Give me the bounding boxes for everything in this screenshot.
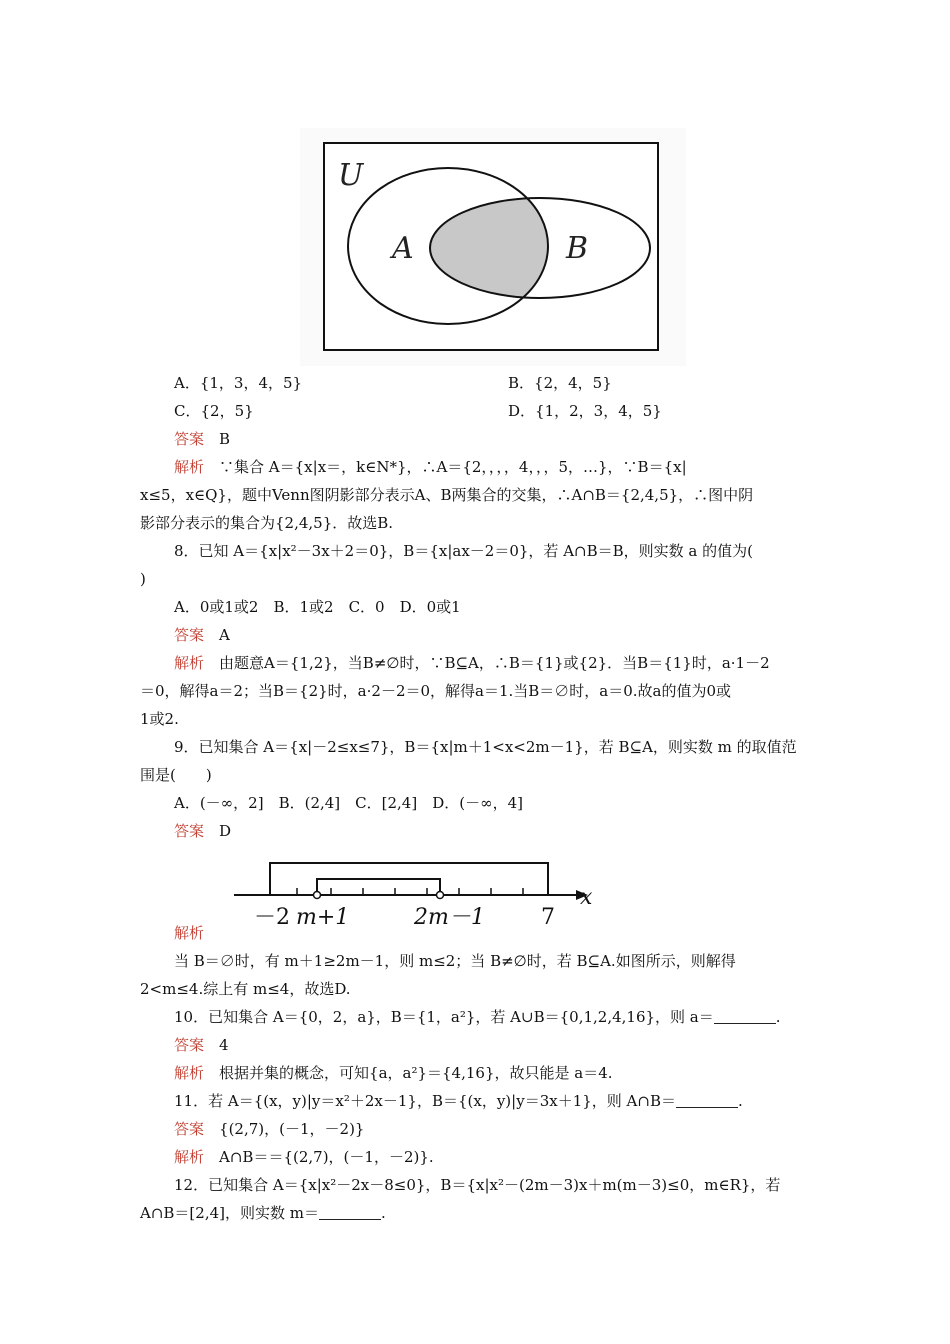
q7-analysis-line-1	[174, 456, 687, 478]
q8-analysis-line-2: ＝0，解得a＝2；当B＝{2}时，a·2－2＝0，解得a＝1.当B＝∅时，a＝0.故a的值为0或	[140, 682, 732, 700]
q10-analysis	[174, 1062, 613, 1084]
answer-label: 答案	[174, 1120, 205, 1138]
label-7: 7	[541, 905, 555, 930]
q9-options: A．(－∞，2] B．(2,4] C．[2,4] D．(－∞，4]	[174, 794, 523, 812]
q9-stem-line-2: 围是( )	[140, 766, 212, 784]
universe-label: U	[338, 158, 364, 193]
analysis-label: 解析	[174, 1148, 205, 1166]
answer-value: D	[219, 822, 232, 840]
q11-answer	[174, 1118, 364, 1140]
q12-stem-end: .	[380, 1204, 386, 1222]
analysis-label: 解析	[174, 654, 205, 672]
q12-stem-text: A∩B＝[2,4]，则实数 m＝	[140, 1204, 319, 1222]
label-minus-2: －2	[254, 905, 290, 930]
q7-option-a: A．{1，3，4，5}	[174, 374, 303, 392]
q9-answer	[174, 820, 231, 842]
q10-stem-end: .	[775, 1008, 781, 1026]
answer-value: 4	[219, 1036, 229, 1054]
q7-answer	[174, 428, 230, 450]
analysis-text: A∩B＝＝{(2,7)，(－1，－2)}.	[219, 1148, 434, 1166]
open-point-2m-minus-1	[437, 892, 444, 899]
set-b-bracket	[317, 879, 440, 891]
q7-analysis-line-3: 影部分表示的集合为{2,4,5}．故选B.	[140, 514, 394, 532]
label-x-axis: x	[580, 885, 593, 910]
q7-option-c: C．{2，5}	[174, 402, 254, 420]
q10-answer	[174, 1034, 229, 1056]
venn-diagram	[300, 128, 686, 366]
analysis-label: 解析	[174, 924, 205, 942]
q10-stem	[174, 1006, 781, 1028]
answer-label: 答案	[174, 1036, 205, 1054]
q9-stem-line-1: 9．已知集合 A＝{x|－2≤x≤7}，B＝{x|m＋1<x<2m－1}，若 B⊆A，则实数 m 的取值范	[174, 738, 797, 756]
set-a-label: A	[392, 231, 414, 266]
q12-stem-line-1: 12．已知集合 A＝{x|x²－2x－8≤0}，B＝{x|x²－(2m－3)x＋m(m－3)≤0，m∈R}，若	[174, 1176, 781, 1194]
label-2m-minus-1: 2m－1	[414, 905, 485, 930]
q8-analysis-line-3: 1或2.	[140, 710, 179, 728]
answer-value: B	[219, 430, 231, 448]
q8-stem-line-2: )	[140, 570, 146, 588]
q9-analysis-label-line	[174, 922, 204, 944]
number-line-diagram	[228, 852, 606, 936]
q12-stem-line-2	[140, 1202, 386, 1224]
analysis-text: ∵集合 A＝{x|x＝，k∈N*}，∴A＝{2，，，，4，，，5，…}，∵B＝{x|	[219, 458, 687, 476]
answer-blank	[319, 1205, 381, 1220]
q11-stem-end: .	[737, 1092, 743, 1110]
analysis-text: 根据并集的概念，可知{a，a²}＝{4,16}，故只能是 a＝4.	[219, 1064, 613, 1082]
answer-blank	[676, 1093, 738, 1108]
analysis-label: 解析	[174, 458, 205, 476]
open-point-m-plus-1	[314, 892, 321, 899]
set-b-label: B	[566, 231, 589, 266]
answer-label: 答案	[174, 430, 205, 448]
analysis-text: 由题意A＝{1,2}，当B≠∅时，∵B⊆A，∴B＝{1}或{2}．当B＝{1}时，a·1－2	[219, 654, 770, 672]
q8-stem-line-1: 8．已知 A＝{x|x²－3x＋2＝0}，B＝{x|ax－2＝0}，若 A∩B＝B，则实数 a 的值为(	[174, 542, 753, 560]
q11-analysis	[174, 1146, 434, 1168]
q7-analysis-line-2: x≤5，x∈Q}，题中Venn图阴影部分表示A、B两集合的交集，∴A∩B＝{2,4,5}，∴图中阴	[140, 486, 754, 504]
q9-analysis-line-2: 2<m≤4.综上有 m≤4，故选D.	[140, 980, 351, 998]
q8-analysis-line-1	[174, 652, 770, 674]
q8-answer	[174, 624, 230, 646]
answer-blank	[714, 1009, 776, 1024]
q8-options: A．0或1或2 B．1或2 C．0 D．0或1	[174, 598, 461, 616]
q11-stem-text: 11．若 A＝{(x，y)|y＝x²＋2x－1}，B＝{(x，y)|y＝3x＋1}，则 A∩B＝	[174, 1092, 676, 1110]
q11-stem	[174, 1090, 743, 1112]
answer-label: 答案	[174, 626, 205, 644]
q9-analysis-line-1: 当 B＝∅时，有 m＋1≥2m－1，则 m≤2；当 B≠∅时，若 B⊆A.如图所示，则解得	[174, 952, 736, 970]
answer-label: 答案	[174, 822, 205, 840]
answer-value: A	[219, 626, 230, 644]
q7-option-d: D．{1，2，3，4，5}	[508, 402, 662, 420]
q10-stem-text: 10．已知集合 A＝{0，2，a}，B＝{1，a²}，若 A∪B＝{0,1,2,4,16}，则 a＝	[174, 1008, 714, 1026]
q7-option-b: B．{2，4，5}	[508, 374, 612, 392]
label-m-plus-1: m+1	[296, 905, 350, 930]
analysis-label: 解析	[174, 1064, 205, 1082]
answer-value: {(2,7)，(－1，－2)}	[219, 1120, 365, 1138]
